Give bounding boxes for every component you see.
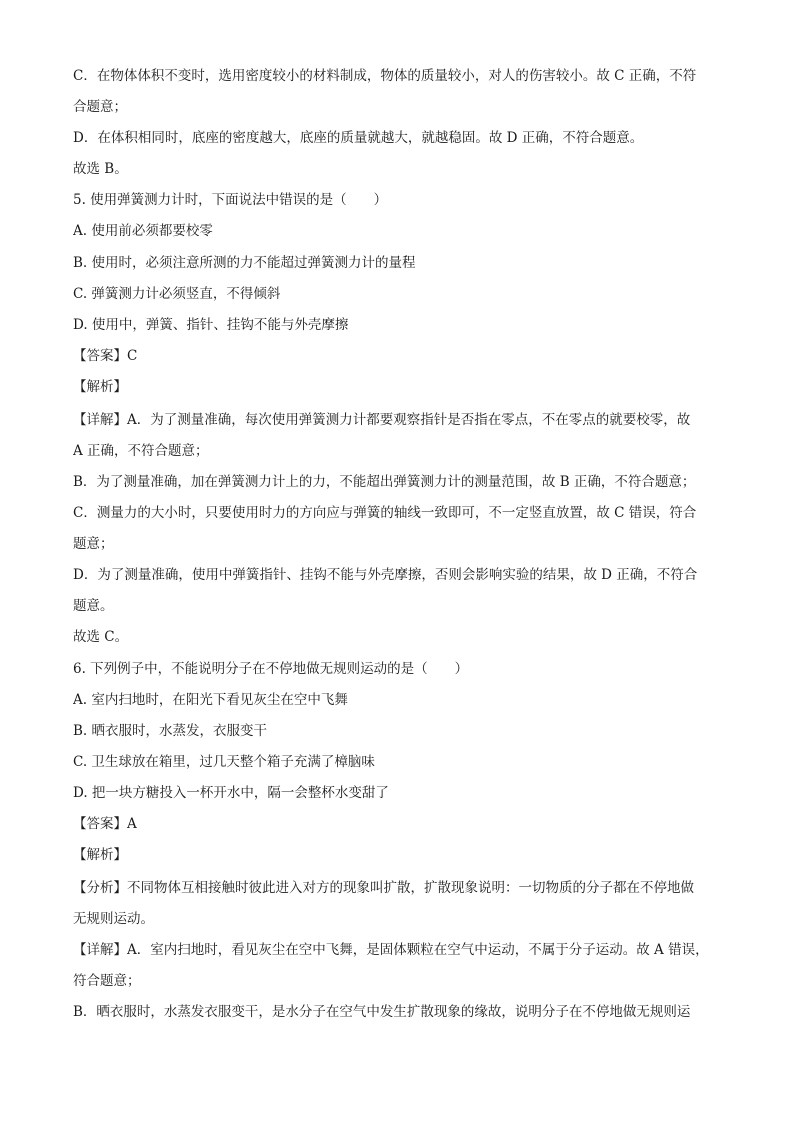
option-b: B. 晒衣服时，水蒸发，衣服变干 [73,723,268,739]
text-line: C．在物体体积不变时，选用密度较小的材料制成，物体的质量较小，对人的伤害较小。故 C 正确，不符 [73,68,697,84]
text-line: D．在体积相同时，底座的密度越大，底座的质量就越大，就越稳固。故 D 正确，不符合题意。 [73,130,644,146]
option-d: D. 把一块方糖投入一杯开水中，隔一会整杯水变甜了 [73,785,389,801]
text-line: C．测量力的大小时，只要使用时力的方向应与弹簧的轴线一致即可，不一定竖直放置，故 C 错误，符合 [73,505,697,521]
text-line: B．为了测量准确，加在弹簧测力计上的力，不能超出弹簧测力计的测量范围，故 B 正确，不符合题意； [73,474,696,490]
text-line: A 正确，不符合题意； [73,443,209,459]
option-b: B. 使用时，必须注意所测的力不能超过弹簧测力计的量程 [73,255,416,271]
text-line: 故选 C。 [73,629,129,645]
text-line: 【分析】不同物体互相接触时彼此进入对方的现象叫扩散，扩散现象说明：一切物质的分子都在不停地做 [73,880,694,896]
option-d: D. 使用中，弹簧、指针、挂钩不能与外壳摩擦 [73,317,349,333]
text-line: D．为了测量准确，使用中弹簧指针、挂钩不能与外壳摩擦，否则会影响实验的结果，故 D 正确，不符合 [73,567,698,583]
question-5-stem: 5. 使用弹簧测力计时，下面说法中错误的是（ ） [73,192,388,208]
text-line: 【详解】A．为了测量准确，每次使用弹簧测力计都要观察指针是否指在零点，不在零点的就要校零，故 [73,412,691,428]
text-line: 【详解】A．室内扫地时，看见灰尘在空中飞舞，是固体颗粒在空气中运动，不属于分子运动。故 A 错误， [73,942,709,958]
text-line: 题意； [73,536,114,552]
text-line: 故选 B。 [73,161,128,177]
analysis-label: 【解析】 [73,847,127,863]
text-line: 合题意； [73,99,127,115]
text-line: B．晒衣服时，水蒸发衣服变干，是水分子在空气中发生扩散现象的缘故，说明分子在不停地做无规则运 [73,1004,691,1020]
option-a: A. 室内扫地时，在阳光下看见灰尘在空中飞舞 [73,692,348,708]
answer-label: 【答案】C [73,348,138,364]
option-c: C. 卫生球放在箱里，过几天整个箱子充满了樟脑味 [73,754,375,770]
text-line: 无规则运动。 [73,911,154,927]
analysis-label: 【解析】 [73,379,127,395]
text-line: 题意。 [73,598,114,614]
option-a: A. 使用前必须都要校零 [73,223,213,239]
text-line: 符合题意； [73,973,141,989]
option-c: C. 弹簧测力计必须竖直，不得倾斜 [73,286,281,302]
answer-label: 【答案】A [73,816,137,832]
question-6-stem: 6. 下列例子中，不能说明分子在不停地做无规则运动的是（ ） [73,661,469,677]
